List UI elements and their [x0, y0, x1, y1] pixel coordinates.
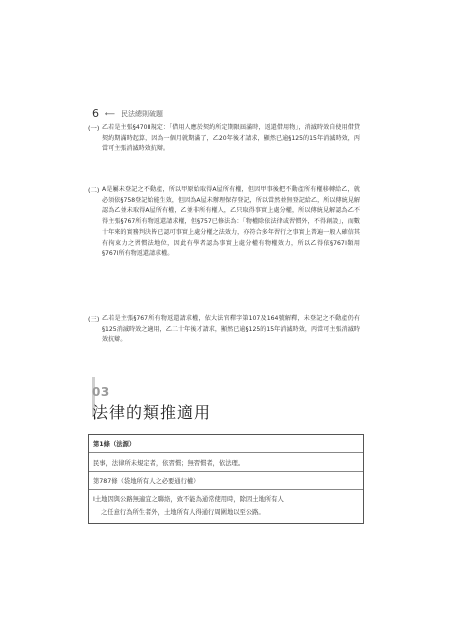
section-heading	[92, 385, 211, 423]
item-number: (三)	[88, 315, 100, 323]
running-title: 民法總則破題	[121, 109, 164, 118]
statute-article-787-text-line-1: Ⅰ土地因與公路無適宜之聯絡，致不能為通常使用時，除因土地所有人	[93, 496, 284, 503]
statute-divider	[89, 452, 363, 453]
answer-item-3	[88, 314, 360, 346]
statute-divider	[89, 471, 363, 472]
section-title: 法律的類推適用	[92, 403, 212, 422]
statute-article-1-text: 民事，法律所未規定者，依習慣；無習慣者，依法理。	[93, 460, 245, 467]
item-text: A是屬未登記之不動產，所以甲原始取得A屋所有權，但因甲事後把不動產所有權移轉給乙，就必須依§758登記始能生效，但因為A屋未辦理保存登記，所以當然並無登記給乙，所以傳統見解認為乙並未取得A屋所有權，乙並非所有權人，乙只取得事實上處分權，所以傳統見解認為乙不得主張§767所有物返還請求權，但§757已修法為：「物權除依法律或習慣外，不得創設」，而數十年來的實務判決皆已認可事實上處分權之法效力，亦符合多年習行之事實上普遍一般人確信其有拘束力之習慣法地位，因此有學者認為事實上處分權有物權效力，所以乙得依§767Ⅰ類用§767Ⅰ所有物返還請求權。	[102, 186, 360, 258]
statute-article-1-heading: 第1條（法源）	[93, 441, 136, 448]
statute-article-787-heading: 第787條（袋地所有人之必要通行權）	[93, 478, 200, 485]
item-text: 乙若是主張§470Ⅱ規定：「借用人應於契約所定期限屆滿時，返還借用物」，消滅時效自使用借貸契約期滿時起算，因為一個月就期滿了，乙20年後才請求，顯然已逾§125的15年消滅時效，丙當可主張消滅時效抗辯。	[102, 124, 360, 153]
item-number: (一)	[88, 124, 100, 132]
page-number: 6	[92, 107, 99, 120]
item-number: (二)	[88, 186, 100, 194]
answer-item-2	[88, 185, 360, 260]
running-header	[92, 107, 163, 120]
item-text: 乙若是主張§767所有物返還請求權，依大法官釋字第107及164號解釋，未登記之不動產仍有§125消滅時效之適用，乙二十年後才請求，顯然已逾§125的15年消滅時效，丙當可主張消滅時效抗辯。	[102, 315, 360, 344]
statute-article-787-text-line-2: 之任意行為所生者外，土地所有人得通行周圍地以至公路。	[101, 509, 265, 516]
arrow-left-icon: ⟵	[105, 109, 116, 118]
answer-item-1	[88, 123, 360, 155]
section-number: 03	[92, 385, 110, 399]
statute-box	[88, 434, 364, 524]
statute-divider	[89, 489, 363, 490]
